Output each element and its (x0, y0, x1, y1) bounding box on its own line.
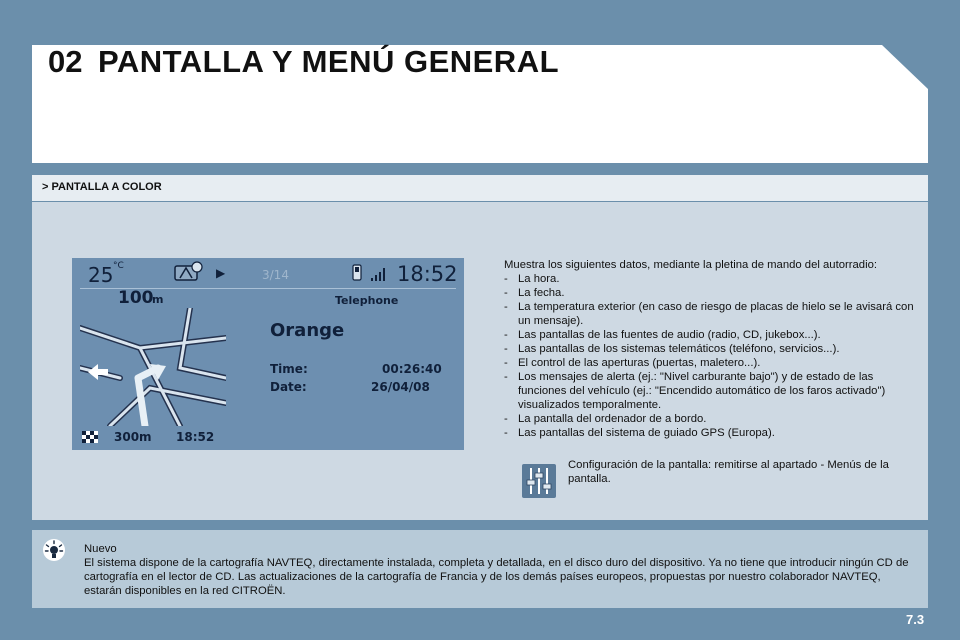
screen-operator: Orange (270, 320, 345, 341)
list-item: - Los mensajes de alerta (ej.: "Nivel carburante bajo") y de estado de las funciones del vehículo (ej.: "Encendido automático de los faros activado") visualizados temporalmente. (504, 370, 924, 412)
content-panel (32, 202, 928, 520)
list-item: - La fecha. (504, 286, 924, 300)
screen-time-label: Time: (270, 362, 308, 376)
signal-icon (370, 266, 388, 282)
info-note (32, 530, 928, 608)
screen-temperature: 25 (88, 263, 114, 287)
screen-distance-unit: m (152, 293, 164, 306)
phone-icon (352, 264, 362, 281)
finish-flag-icon (82, 431, 98, 443)
screen-footer-time: 18:52 (176, 430, 215, 444)
screen-temperature-unit: °C (113, 261, 124, 271)
page-title: PANTALLA Y MENÚ GENERAL (98, 44, 560, 79)
list-item: - La hora. (504, 272, 924, 286)
chapter-number: 02 (48, 44, 83, 79)
screen-time-value: 00:26:40 (382, 362, 442, 376)
description-list (504, 272, 924, 440)
screen-source: Telephone (335, 294, 399, 307)
lightbulb-icon (42, 538, 66, 562)
list-item: - Las pantallas del sistema de guiado GPS (Europa). (504, 426, 924, 440)
description (504, 258, 924, 440)
screen-footer-distance: 300m (114, 430, 152, 444)
section-label: > PANTALLA A COLOR (42, 181, 162, 193)
list-item: - Las pantallas de los sistemas telemáticos (teléfono, servicios...). (504, 342, 924, 356)
list-item: - La temperatura exterior (en caso de riesgo de placas de hielo se le avisará con un mensaje). (504, 300, 924, 328)
screen-clock: 18:52 (397, 262, 458, 286)
screen-distance: 100 (118, 288, 154, 308)
section-header (32, 175, 928, 201)
settings-sliders-icon (522, 464, 556, 498)
navigation-icon (172, 260, 206, 286)
list-item: - El control de las aperturas (puertas, maletero...). (504, 356, 924, 370)
note-title: Nuevo (84, 543, 117, 555)
note-body: El sistema dispone de la cartografía NAVTEQ, directamente instalada, completa y detallada, en el disco duro del dispositivo. Ya no tiene que introducir ningún CD de cartografía en el lector de CD. Las actualizaciones de la cartografía de Francia y de los demás países europeos, propuestas por nuestro colaborador NAVTEQ, estarán disponibles en la red CITROËN. (84, 557, 909, 597)
description-intro: Muestra los siguientes datos, mediante la pletina de mando del autorradio: (504, 259, 878, 271)
page-number: 7.3 (906, 612, 925, 627)
screen-page-indicator: 3/14 (262, 268, 289, 282)
config-note: Configuración de la pantalla: remitirse al apartado - Menús de la pantalla. (568, 459, 889, 485)
color-screen-image (72, 258, 464, 450)
screen-date-label: Date: (270, 380, 307, 394)
list-item: - La pantalla del ordenador de a bordo. (504, 412, 924, 426)
play-icon: ▶ (216, 266, 226, 280)
note-text (84, 542, 916, 598)
list-item: - Las pantallas de las fuentes de audio (radio, CD, jukebox...). (504, 328, 924, 342)
arrow-left-icon (86, 362, 110, 382)
screen-date-value: 26/04/08 (371, 380, 430, 394)
